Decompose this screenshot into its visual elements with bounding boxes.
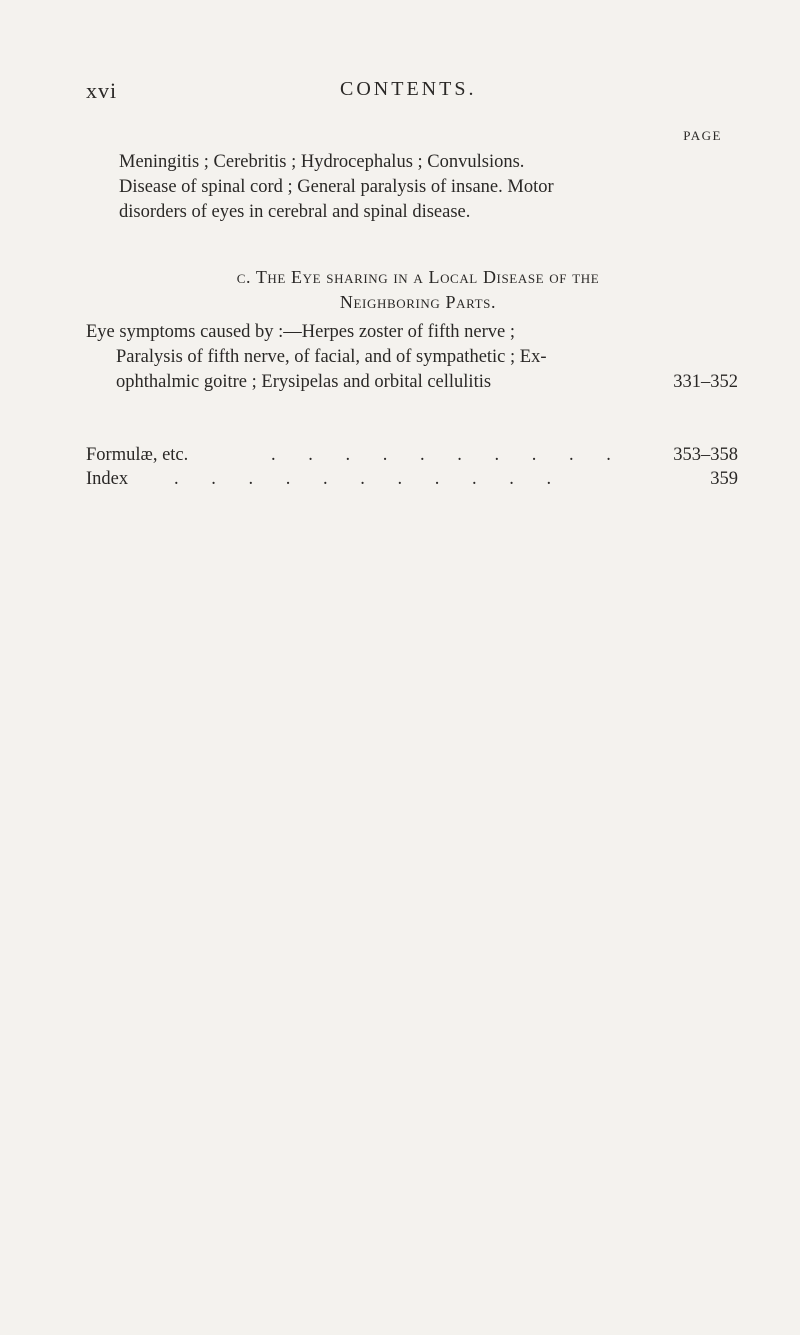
page-number: xvi (86, 78, 118, 103)
entry-line: Disease of spinal cord ; General paralysis of insane. Motor (119, 177, 554, 197)
entry-line: ophthalmic goitre ; Erysipelas and orbital cellulitis (116, 372, 492, 392)
dot-leader: . . . . . . . . . . . (174, 469, 566, 489)
entry-line-with-pages (86, 370, 738, 395)
section-c-heading (96, 265, 740, 315)
toc-entry-index (86, 467, 738, 492)
section-c-entries (86, 320, 738, 395)
entry-line: Meningitis ; Cerebritis ; Hydrocephalus ; Convulsions. (119, 152, 525, 172)
toc-entry-label: Formulæ, etc. (86, 445, 189, 465)
section-heading-line: c. The Eye sharing in a Local Disease of the (236, 267, 600, 287)
page-header (86, 78, 766, 108)
toc-entry-formulae (86, 443, 738, 468)
running-title: CONTENTS. (340, 78, 477, 100)
page-range: 353–358 (673, 445, 738, 465)
section-heading-line: Neighboring Parts. (339, 292, 497, 312)
page-range: 331–352 (673, 372, 738, 392)
page-column-label: PAGE (683, 128, 722, 143)
toc-entry-label: Index (86, 469, 129, 489)
entry-line: Eye symptoms caused by :—Herpes zoster of fifth nerve ; (86, 322, 515, 342)
dot-leader: . . . . . . . . . . (271, 445, 625, 465)
section-b-continued (96, 150, 740, 225)
entry-line: disorders of eyes in cerebral and spinal disease. (119, 202, 471, 222)
entry-line: Paralysis of fifth nerve, of facial, and of sympathetic ; Ex- (116, 347, 547, 367)
page-range: 359 (710, 469, 738, 489)
